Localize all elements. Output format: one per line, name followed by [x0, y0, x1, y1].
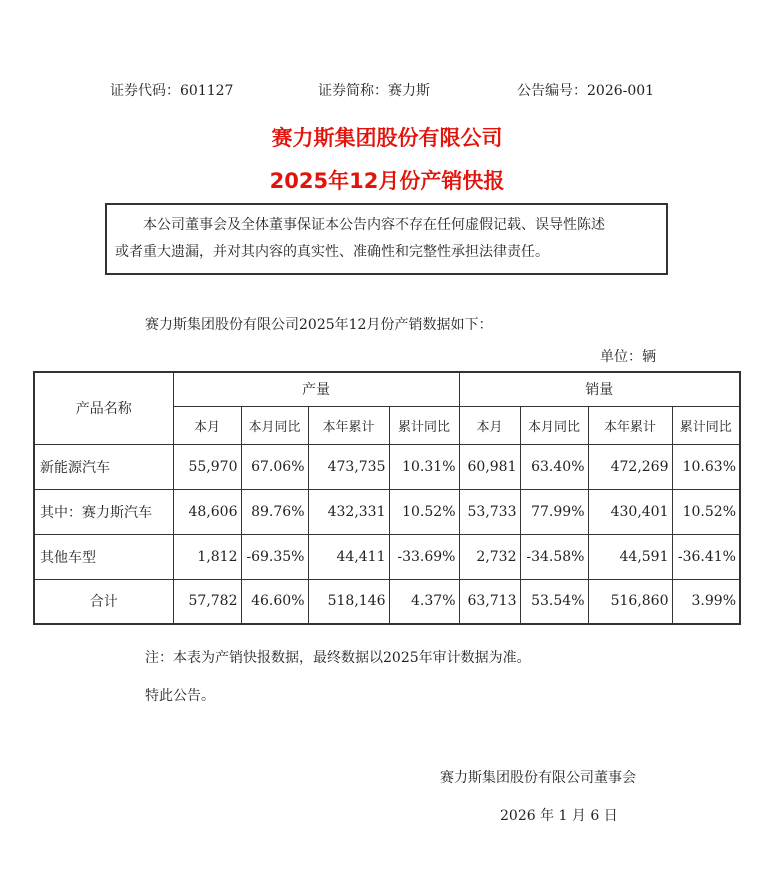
table-cell: 2,732: [459, 534, 520, 579]
table-cell: -36.41%: [672, 534, 740, 579]
unit-label: 单位：辆: [600, 349, 656, 365]
table-cell: 518,146: [308, 579, 389, 624]
sub-header: 本月同比: [520, 406, 588, 444]
sub-header: 本年累计: [308, 406, 389, 444]
table-cell: -69.35%: [241, 534, 308, 579]
sub-header: 本年累计: [588, 406, 672, 444]
table-cell: 63,713: [459, 579, 520, 624]
table-cell: 10.31%: [389, 444, 459, 489]
table-cell: 57,782: [173, 579, 241, 624]
closing-text: 特此公告。: [145, 688, 215, 704]
sub-header: 累计同比: [389, 406, 459, 444]
report-title: 2025年12月份产销快报: [269, 169, 505, 193]
table-cell: 60,981: [459, 444, 520, 489]
table-row: [34, 534, 740, 579]
footnote: 注：本表为产销快报数据，最终数据以2025年审计数据为准。: [145, 650, 531, 666]
table-cell: 10.63%: [672, 444, 740, 489]
row-name: 其他车型: [34, 534, 173, 579]
production-sales-table: [33, 371, 741, 625]
announcement-number: 公告编号：2026-001: [517, 83, 655, 99]
table-cell: 44,591: [588, 534, 672, 579]
table-cell: 53.54%: [520, 579, 588, 624]
col-product-name: 产品名称: [34, 372, 173, 444]
table-cell: 472,269: [588, 444, 672, 489]
table-cell: 10.52%: [672, 489, 740, 534]
stock-code: 证券代码：601127: [110, 83, 234, 99]
stock-abbreviation: 证券简称：赛力斯: [318, 83, 430, 99]
table-cell: 10.52%: [389, 489, 459, 534]
table-row: [34, 444, 740, 489]
group-production: 产量: [173, 372, 459, 406]
table-cell: 473,735: [308, 444, 389, 489]
sub-header: 本月: [459, 406, 520, 444]
table-cell: 89.76%: [241, 489, 308, 534]
intro-text: 赛力斯集团股份有限公司2025年12月份产销数据如下：: [145, 317, 493, 333]
sub-header: 本月同比: [241, 406, 308, 444]
signature-board: 赛力斯集团股份有限公司董事会: [440, 770, 636, 786]
table-row: [34, 489, 740, 534]
statement-line-2: 或者重大遗漏，并对其内容的真实性、准确性和完整性承担法律责任。: [115, 244, 549, 260]
table-cell: 63.40%: [520, 444, 588, 489]
table-cell: 46.60%: [241, 579, 308, 624]
table-cell: 1,812: [173, 534, 241, 579]
signature-date: 2026 年 1 月 6 日: [500, 808, 618, 824]
table-cell: 67.06%: [241, 444, 308, 489]
table-cell: 3.99%: [672, 579, 740, 624]
group-sales: 销量: [459, 372, 740, 406]
table-cell: 516,860: [588, 579, 672, 624]
row-name: 其中：赛力斯汽车: [34, 489, 173, 534]
sub-header: 本月: [173, 406, 241, 444]
table-cell: -34.58%: [520, 534, 588, 579]
table-cell: 430,401: [588, 489, 672, 534]
table-cell: 432,331: [308, 489, 389, 534]
table-cell: -33.69%: [389, 534, 459, 579]
table-row-total: [34, 579, 740, 624]
statement-line-1: 本公司董事会及全体董事保证本公告内容不存在任何虚假记载、误导性陈述: [143, 217, 605, 233]
sub-header: 累计同比: [672, 406, 740, 444]
board-statement-box: [105, 203, 668, 275]
table-cell: 77.99%: [520, 489, 588, 534]
table-cell: 4.37%: [389, 579, 459, 624]
company-title: 赛力斯集团股份有限公司: [271, 126, 503, 150]
table-cell: 53,733: [459, 489, 520, 534]
row-name: 合计: [34, 579, 173, 624]
table-cell: 48,606: [173, 489, 241, 534]
table-cell: 55,970: [173, 444, 241, 489]
table-cell: 44,411: [308, 534, 389, 579]
row-name: 新能源汽车: [34, 444, 173, 489]
